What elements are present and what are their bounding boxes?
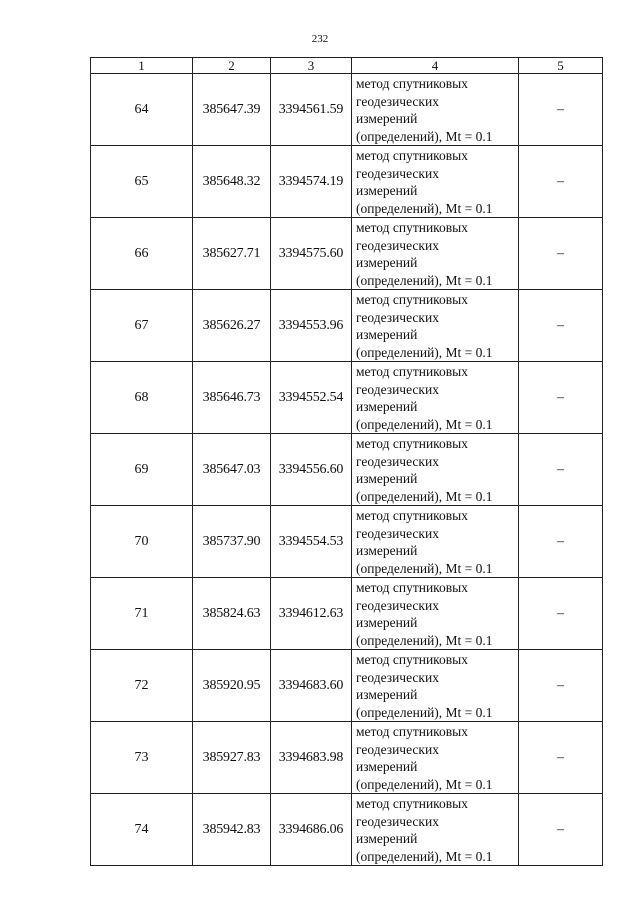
method-description	[352, 650, 519, 722]
coordinate-y: 3394553.96	[271, 290, 352, 362]
error-description: –	[519, 146, 603, 218]
method-line: (определений), Mt = 0.1	[356, 848, 493, 864]
coordinate-x: 385824.63	[193, 578, 271, 650]
header-col-4: 4	[352, 58, 519, 74]
method-line: измерений	[356, 687, 418, 702]
coordinate-x: 385927.83	[193, 722, 271, 794]
method-line: измерений	[356, 615, 418, 630]
method-line: (определений), Mt = 0.1	[356, 560, 493, 576]
coordinate-x: 385626.27	[193, 290, 271, 362]
method-line: (определений), Mt = 0.1	[356, 200, 493, 216]
method-description	[352, 722, 519, 794]
method-line: (определений), Mt = 0.1	[356, 416, 493, 432]
coordinate-x: 385627.71	[193, 218, 271, 290]
method-line: измерений	[356, 543, 418, 558]
coordinate-y: 3394686.06	[271, 794, 352, 866]
error-description: –	[519, 650, 603, 722]
method-line: (определений), Mt = 0.1	[356, 272, 493, 288]
method-line: измерений	[356, 759, 418, 774]
coordinate-y: 3394612.63	[271, 578, 352, 650]
error-description: –	[519, 722, 603, 794]
table-row	[91, 218, 603, 290]
point-number: 67	[91, 290, 193, 362]
method-line: (определений), Mt = 0.1	[356, 704, 493, 720]
error-description: –	[519, 362, 603, 434]
method-line: измерений	[356, 183, 418, 198]
coordinate-y: 3394561.59	[271, 74, 352, 146]
method-line: измерений	[356, 327, 418, 342]
method-line: метод спутниковых	[356, 364, 468, 379]
method-line: геодезических	[356, 237, 439, 253]
method-line: метод спутниковых	[356, 220, 468, 235]
header-row	[91, 58, 603, 74]
method-line: геодезических	[356, 165, 439, 181]
point-number: 69	[91, 434, 193, 506]
point-number: 72	[91, 650, 193, 722]
coordinate-y: 3394575.60	[271, 218, 352, 290]
coordinate-y: 3394552.54	[271, 362, 352, 434]
error-description: –	[519, 794, 603, 866]
method-line: метод спутниковых	[356, 292, 468, 307]
coordinate-x: 385647.03	[193, 434, 271, 506]
point-number: 65	[91, 146, 193, 218]
method-description	[352, 434, 519, 506]
point-number: 66	[91, 218, 193, 290]
header-col-1: 1	[91, 58, 193, 74]
coordinate-y: 3394556.60	[271, 434, 352, 506]
method-line: геодезических	[356, 525, 439, 541]
method-line: измерений	[356, 255, 418, 270]
point-number: 64	[91, 74, 193, 146]
coordinate-x: 385648.32	[193, 146, 271, 218]
method-line: метод спутниковых	[356, 724, 468, 739]
coordinate-x: 385647.39	[193, 74, 271, 146]
coordinate-y: 3394683.98	[271, 722, 352, 794]
header-col-5: 5	[519, 58, 603, 74]
method-line: (определений), Mt = 0.1	[356, 488, 493, 504]
method-line: (определений), Mt = 0.1	[356, 632, 493, 648]
method-line: метод спутниковых	[356, 580, 468, 595]
table-row	[91, 506, 603, 578]
table-row	[91, 362, 603, 434]
method-line: геодезических	[356, 381, 439, 397]
method-line: геодезических	[356, 93, 439, 109]
error-description: –	[519, 218, 603, 290]
method-line: метод спутниковых	[356, 436, 468, 451]
page-number: 232	[311, 33, 329, 45]
error-description: –	[519, 434, 603, 506]
point-number: 74	[91, 794, 193, 866]
method-line: геодезических	[356, 669, 439, 685]
coordinate-x: 385737.90	[193, 506, 271, 578]
table-row	[91, 650, 603, 722]
method-description	[352, 578, 519, 650]
method-line: измерений	[356, 831, 418, 846]
coordinate-x: 385942.83	[193, 794, 271, 866]
table-row	[91, 74, 603, 146]
method-description	[352, 362, 519, 434]
method-line: метод спутниковых	[356, 148, 468, 163]
method-line: измерений	[356, 111, 418, 126]
method-line: геодезических	[356, 309, 439, 325]
table-row	[91, 434, 603, 506]
method-line: метод спутниковых	[356, 76, 468, 91]
method-line: измерений	[356, 471, 418, 486]
error-description: –	[519, 74, 603, 146]
point-number: 73	[91, 722, 193, 794]
method-description	[352, 290, 519, 362]
method-description	[352, 794, 519, 866]
method-line: геодезических	[356, 597, 439, 613]
table-row	[91, 146, 603, 218]
coordinate-y: 3394574.19	[271, 146, 352, 218]
method-line: (определений), Mt = 0.1	[356, 776, 493, 792]
error-description: –	[519, 290, 603, 362]
method-line: геодезических	[356, 453, 439, 469]
method-description	[352, 218, 519, 290]
point-number: 70	[91, 506, 193, 578]
method-description	[352, 146, 519, 218]
coordinate-x: 385920.95	[193, 650, 271, 722]
error-description: –	[519, 578, 603, 650]
table-row	[91, 290, 603, 362]
method-line: метод спутниковых	[356, 796, 468, 811]
table-row	[91, 722, 603, 794]
method-line: (определений), Mt = 0.1	[356, 344, 493, 360]
point-number: 68	[91, 362, 193, 434]
table-row	[91, 794, 603, 866]
point-number: 71	[91, 578, 193, 650]
coordinate-y: 3394554.53	[271, 506, 352, 578]
method-description	[352, 506, 519, 578]
table-body	[91, 74, 603, 866]
header-col-2: 2	[193, 58, 271, 74]
method-line: измерений	[356, 399, 418, 414]
error-description: –	[519, 506, 603, 578]
method-line: метод спутниковых	[356, 508, 468, 523]
table-row	[91, 578, 603, 650]
header-col-3: 3	[271, 58, 352, 74]
coordinates-table	[90, 57, 603, 866]
method-line: геодезических	[356, 813, 439, 829]
coordinate-y: 3394683.60	[271, 650, 352, 722]
coordinate-x: 385646.73	[193, 362, 271, 434]
method-line: геодезических	[356, 741, 439, 757]
method-description	[352, 74, 519, 146]
method-line: (определений), Mt = 0.1	[356, 128, 493, 144]
method-line: метод спутниковых	[356, 652, 468, 667]
